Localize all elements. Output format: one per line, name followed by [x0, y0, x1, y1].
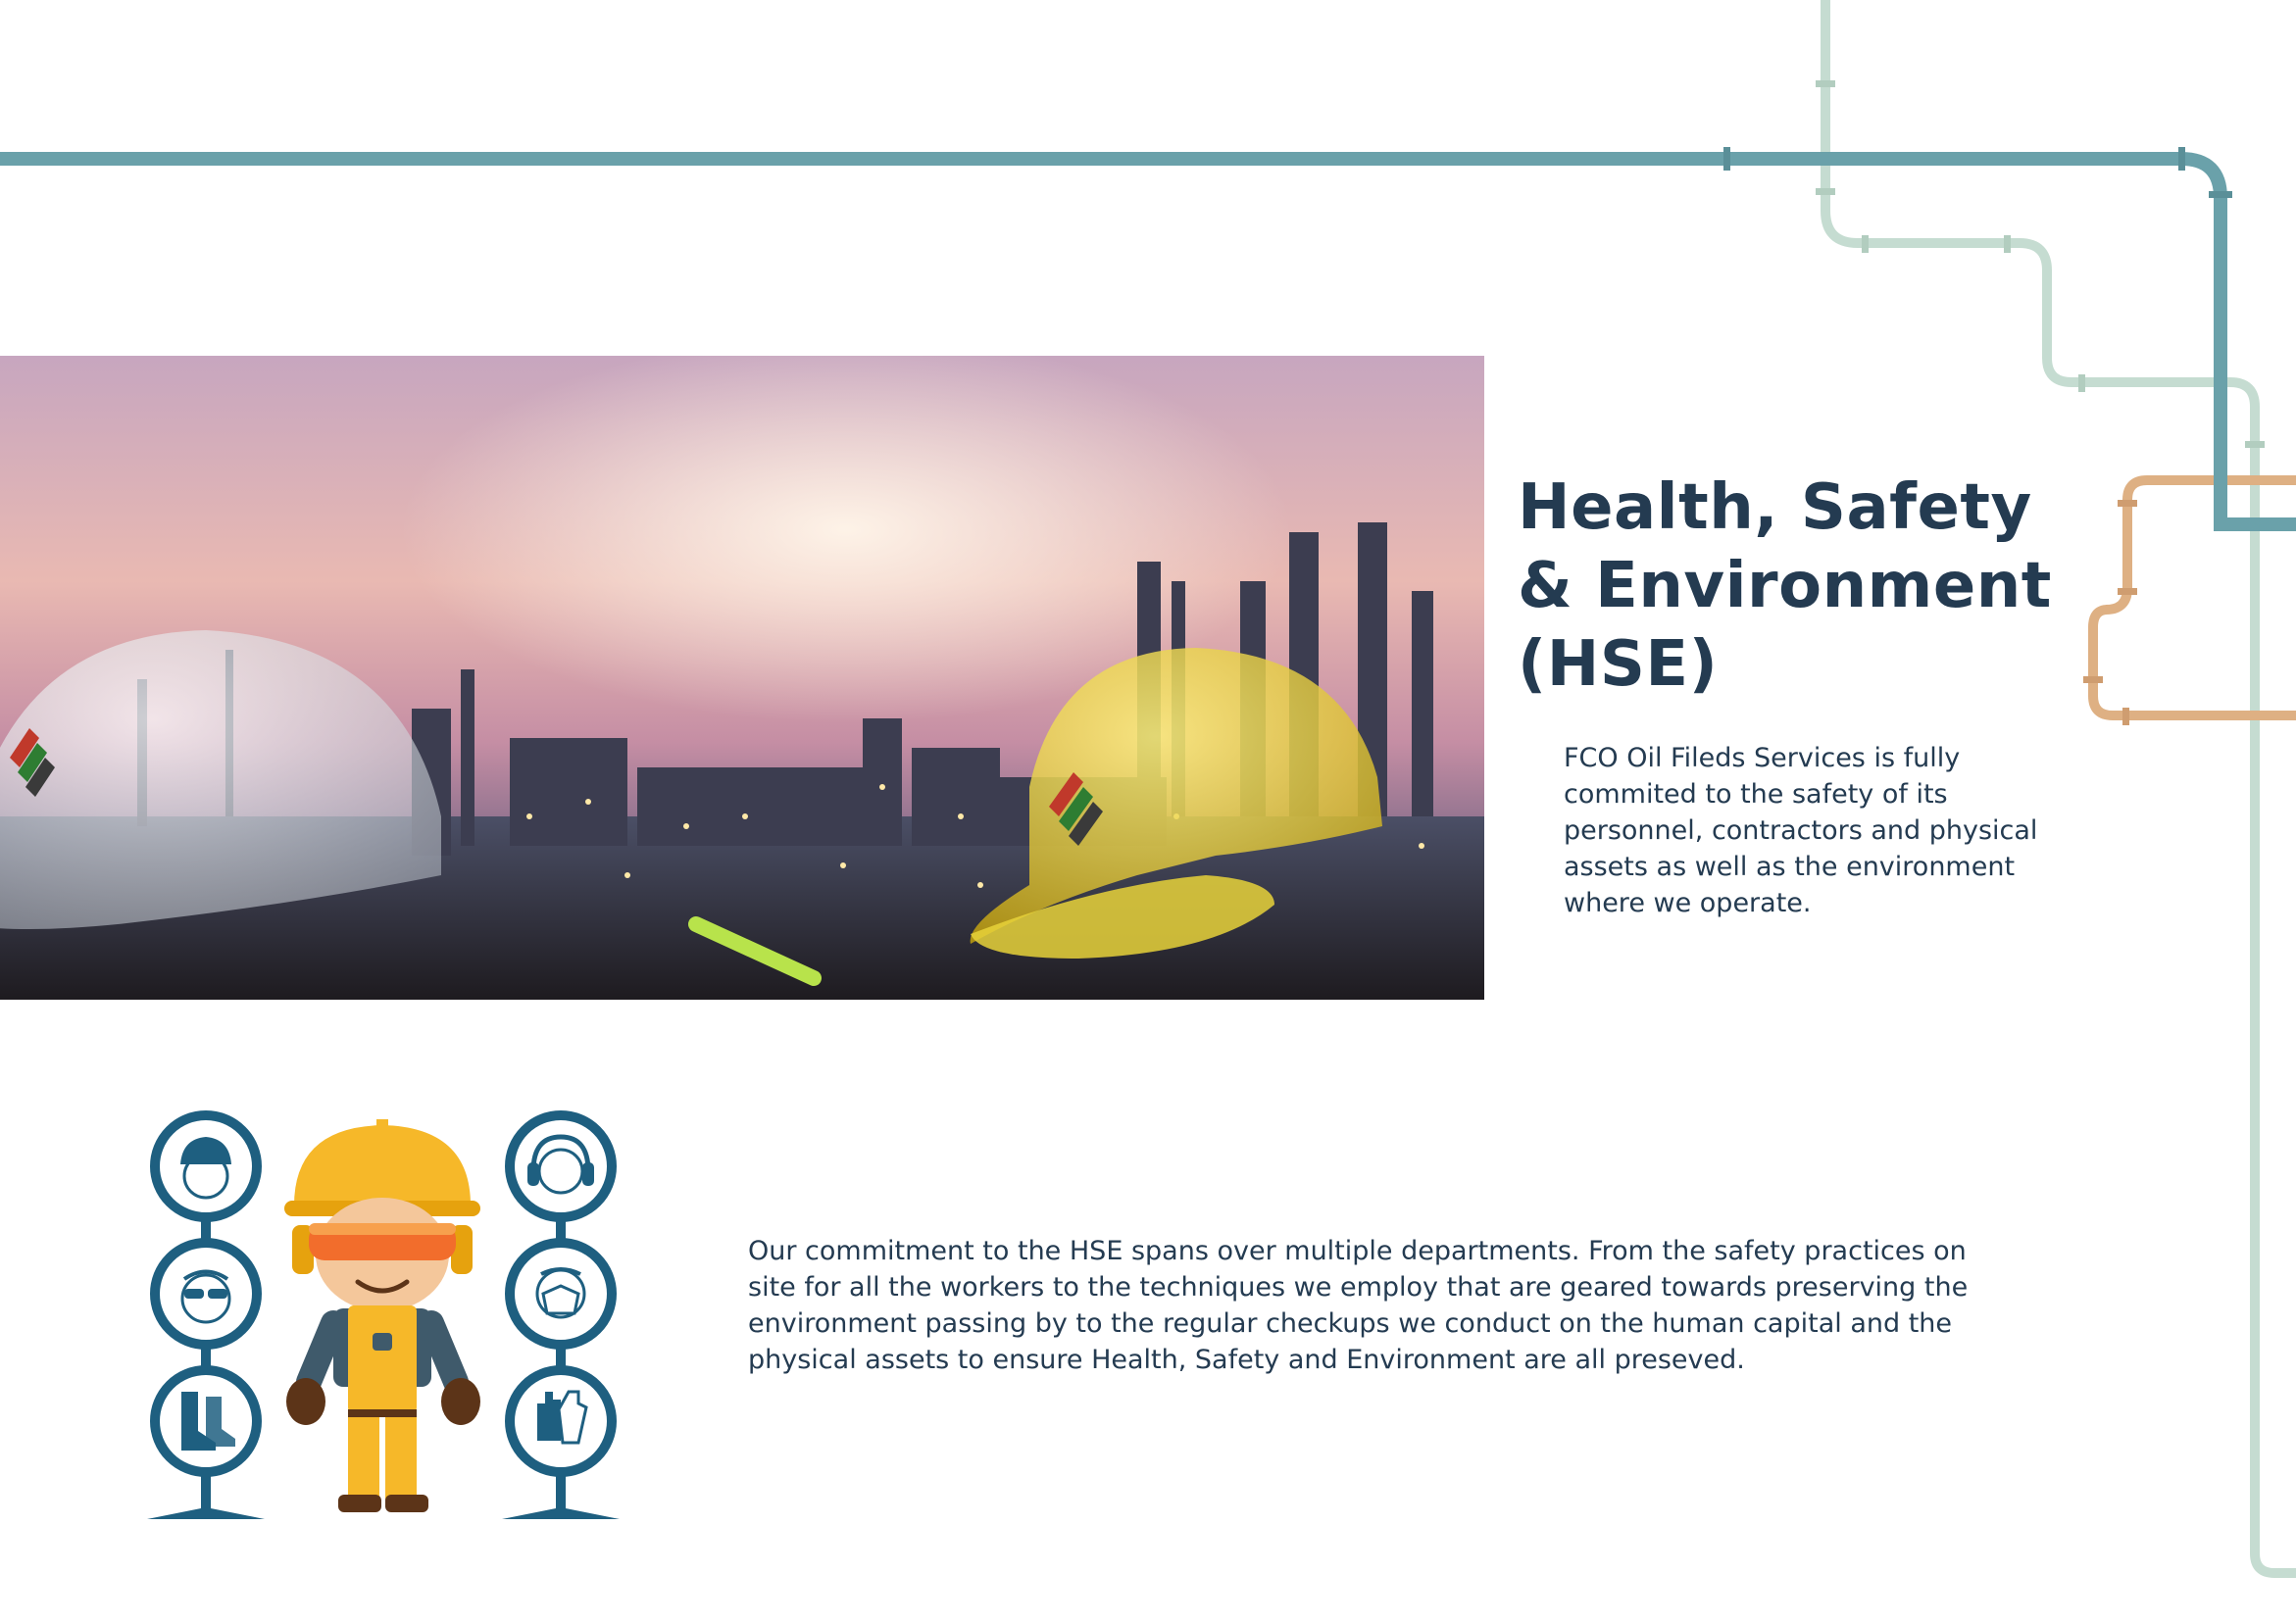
body-line: physical assets to ensure Health, Safety and Environment are all preseved.	[748, 1345, 1745, 1375]
intro-line: FCO Oil Fileds Services is fully	[1564, 743, 1961, 773]
page-title	[1518, 468, 2052, 704]
orange-pipe	[2093, 480, 2296, 715]
intro-paragraph	[1564, 740, 2073, 921]
body-line: environment passing by to the regular checkups we conduct on the human capital and the	[748, 1308, 1953, 1339]
gloves-icon	[537, 1392, 586, 1443]
intro-line: where we operate.	[1564, 888, 1812, 918]
ear-protection-icon	[527, 1137, 594, 1193]
intro-line: commited to the safety of its	[1564, 779, 1948, 810]
refinery-hero-image	[0, 356, 1484, 1000]
hard-hat-icon	[180, 1137, 231, 1198]
safety-boots-icon	[181, 1392, 235, 1451]
ppe-worker-illustration	[137, 1098, 647, 1529]
intro-line: personnel, contractors and physical	[1564, 815, 2038, 846]
title-line-2: & Environment	[1518, 550, 2052, 622]
title-line-1: Health, Safety	[1518, 471, 2032, 544]
title-line-3: (HSE)	[1518, 628, 1719, 701]
commitment-paragraph	[748, 1233, 2022, 1378]
body-line: site for all the workers to the techniques we employ that are geared towards preserving the	[748, 1272, 1969, 1303]
safety-glasses-icon	[182, 1272, 229, 1323]
dust-mask-icon	[537, 1269, 584, 1317]
body-line: Our commitment to the HSE spans over multiple departments. From the safety practices on	[748, 1236, 1967, 1266]
intro-line: assets as well as the environment	[1564, 852, 2016, 882]
construction-worker-figure	[284, 1119, 480, 1512]
